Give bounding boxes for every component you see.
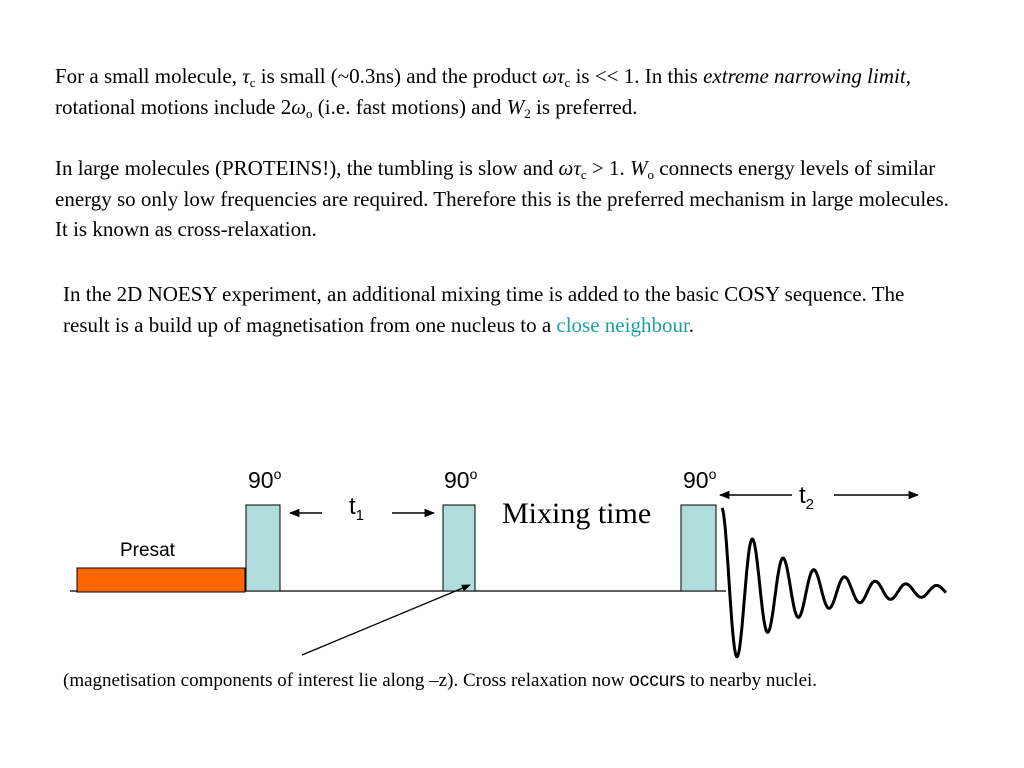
subscript: o [306, 105, 313, 121]
pulse-2-label: 90$^o$ [444, 466, 478, 493]
t2-label: $t_2$ [799, 482, 815, 513]
mixing-time-label: Mixing time [502, 497, 652, 530]
text: (i.e. fast motions) and [312, 94, 507, 119]
pulse-3 [681, 505, 716, 591]
pulse-1 [246, 505, 280, 591]
omega-tau-symbol: ωτ [558, 156, 581, 180]
text: to nearby nuclei. [685, 670, 818, 691]
pointer-arrow [302, 585, 470, 655]
occurs-word: occurs [629, 670, 686, 691]
close-neighbour-link[interactable]: close neighbour [556, 312, 689, 337]
text: For a small molecule, [55, 64, 243, 88]
subscript: c [564, 75, 571, 90]
text: (magnetisation components of interest lie along –z). Cross relaxation now [63, 670, 630, 691]
subscript: o [647, 167, 655, 182]
t1-label: $t_1$ [349, 493, 365, 524]
omega-symbol: ω [291, 94, 307, 119]
note-text [63, 667, 863, 695]
pulse-3-label: 90$^o$ [683, 466, 717, 493]
subscript: 2 [524, 105, 531, 121]
presat-block [77, 568, 245, 592]
text: is preferred. [530, 94, 638, 119]
text: > 1. [586, 156, 631, 180]
text: is << 1. In this [570, 64, 704, 88]
w-symbol: W [630, 156, 648, 180]
pulse-2 [443, 505, 475, 591]
text: connects energy levels of similar energy so only low frequencies are required. Therefore this is the preferred mechanism in large molecules. It is known as cross-relaxation. [55, 156, 949, 241]
subscript: c [249, 75, 256, 90]
subscript: c [580, 167, 587, 182]
text: . [688, 312, 695, 337]
text: In the 2D NOESY experiment, an additional mixing time is added to the basic COSY sequence. The result is a build up of magnetisation from one nucleus to a [63, 282, 905, 337]
omega-tau-symbol: ωτ [542, 64, 565, 88]
w-symbol: W [506, 94, 525, 119]
pulse-1-label: 90$^o$ [248, 466, 282, 493]
text: is small (~0.3ns) and the product [255, 64, 543, 88]
tau-symbol: τ [242, 64, 250, 88]
emphasis-text: extreme narrowing limit [703, 64, 906, 88]
fid-decay-signal [722, 508, 946, 657]
presat-label: Presat [120, 540, 175, 561]
text: , rotational motions include 2 [55, 64, 911, 119]
text: In large molecules (PROTEINS!), the tumbling is slow and [55, 156, 559, 180]
